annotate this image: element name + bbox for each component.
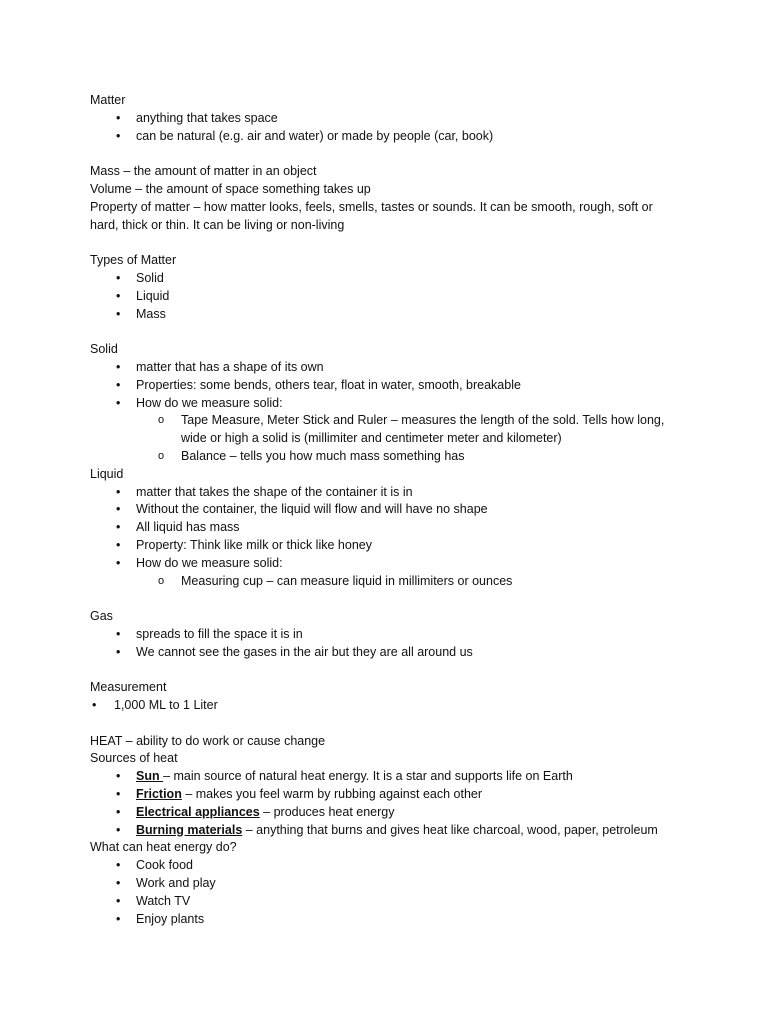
list-item: • Liquid	[90, 288, 690, 306]
list-item: • Properties: some bends, others tear, float in water, smooth, breakable	[90, 377, 690, 395]
bullet-icon: •	[116, 804, 121, 819]
list-item: • All liquid has mass	[90, 519, 690, 537]
bullet-icon: •	[116, 270, 121, 285]
sub-list-item: o Measuring cup – can measure liquid in millimiters or ounces	[90, 573, 681, 591]
circle-bullet-icon: o	[158, 414, 165, 427]
definition-volume: Volume – the amount of space something takes up	[90, 181, 371, 196]
list-item: • Friction – makes you feel warm by rubbing against each other	[90, 786, 690, 804]
list-item: • matter that takes the shape of the container it is in	[90, 484, 690, 502]
circle-bullet-icon: o	[158, 449, 165, 462]
definition-property-of-matter: Property of matter – how matter looks, feels, smells, tastes or sounds. It can be smooth, rough, soft or hard, thick or thin. It can be living or non-living	[90, 199, 653, 232]
bullet-icon: •	[116, 484, 121, 499]
spacer	[90, 323, 690, 341]
definition-heat: HEAT – ability to do work or cause change	[90, 733, 326, 748]
term-sun: Sun	[136, 769, 164, 784]
bullet-icon: •	[116, 395, 121, 410]
bullet-icon: •	[116, 893, 121, 908]
list-item: • Work and play	[90, 875, 690, 893]
list-item: • Cook food	[90, 857, 690, 875]
spacer	[90, 590, 690, 608]
bullet-icon: •	[116, 537, 121, 552]
bullet-icon: •	[116, 359, 121, 374]
term-friction: Friction	[136, 787, 182, 802]
list-item: • Solid	[90, 270, 690, 288]
list-item: • Mass	[90, 306, 690, 324]
bullet-icon: •	[116, 288, 121, 303]
list-item: • can be natural (e.g. air and water) or made by people (car, book)	[90, 128, 690, 146]
section-heading-measurement: Measurement	[90, 680, 167, 695]
sub-list-item: o Tape Measure, Meter Stick and Ruler – measures the length of the sold. Tells how long, wide or high a solid is (millimiter and centimeter meter and kilometer)	[158, 413, 665, 446]
bullet-icon: •	[116, 520, 121, 535]
spacer	[90, 234, 690, 252]
bullet-icon: •	[116, 555, 121, 570]
spacer	[90, 662, 690, 680]
definition-mass: Mass – the amount of matter in an object	[90, 164, 317, 179]
section-heading-sources-of-heat: Sources of heat	[90, 751, 178, 766]
sub-list-item: o Balance – tells you how much mass something has	[90, 448, 681, 466]
list-item: • Electrical appliances – produces heat energy	[90, 804, 690, 822]
bullet-icon: •	[116, 128, 121, 143]
section-heading-matter: Matter	[90, 93, 126, 107]
list-item: • 1,000 ML to 1 Liter	[90, 697, 690, 715]
list-item: • Enjoy plants	[90, 911, 690, 929]
section-heading-liquid: Liquid	[90, 466, 124, 481]
spacer	[90, 145, 690, 163]
bullet-icon: •	[116, 626, 121, 641]
list-item: • We cannot see the gases in the air but they are all around us	[90, 644, 690, 662]
list-item: • anything that takes space	[90, 110, 690, 128]
bullet-icon: •	[116, 876, 121, 891]
bullet-icon: •	[116, 502, 121, 517]
bullet-icon: •	[116, 644, 121, 659]
section-heading-gas: Gas	[90, 609, 113, 624]
bullet-icon: •	[116, 911, 121, 926]
list-item: • Burning materials – anything that burns and gives heat like charcoal, wood, paper, petroleum	[90, 822, 690, 840]
bullet-icon: •	[116, 858, 121, 873]
bullet-icon: •	[92, 698, 97, 713]
bullet-icon: •	[116, 306, 121, 321]
list-item: • Without the container, the liquid will flow and will have no shape	[90, 501, 690, 519]
list-item: • How do we measure solid:	[90, 555, 690, 573]
list-item: • spreads to fill the space it is in	[90, 626, 690, 644]
section-heading-heat-uses: What can heat energy do?	[90, 840, 237, 855]
term-burning-materials: Burning materials	[136, 822, 243, 837]
list-item: • Sun – main source of natural heat energy. It is a star and supports life on Earth	[90, 768, 690, 786]
list-item: • matter that has a shape of its own	[90, 359, 690, 377]
bullet-icon: •	[116, 787, 121, 802]
document-page	[90, 92, 690, 928]
section-heading-solid: Solid	[90, 342, 118, 357]
list-item: • How do we measure solid:	[90, 395, 690, 413]
bullet-icon: •	[116, 377, 121, 392]
circle-bullet-icon: o	[158, 574, 165, 587]
list-item: • Watch TV	[90, 893, 690, 911]
bullet-icon: •	[116, 822, 121, 837]
spacer	[90, 715, 690, 733]
section-heading-types: Types of Matter	[90, 253, 177, 268]
bullet-icon: •	[116, 110, 121, 125]
bullet-icon: •	[116, 769, 121, 784]
list-item: • Property: Think like milk or thick like honey	[90, 537, 690, 555]
term-electrical-appliances: Electrical appliances	[136, 804, 260, 819]
